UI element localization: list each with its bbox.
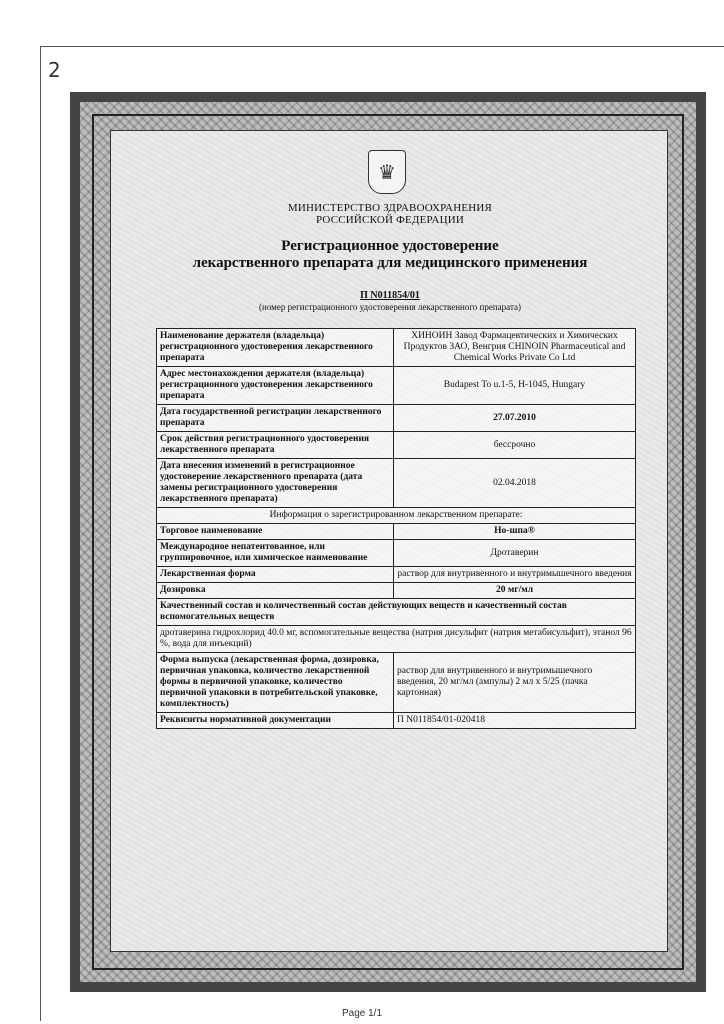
table-row [157, 432, 636, 459]
table-row [157, 524, 636, 540]
document-title [140, 238, 640, 272]
ministry-heading [200, 202, 580, 226]
dosage-form-value: раствор для внутривенного и внутримышечного введения [394, 567, 636, 583]
registration-number-caption: (номер регистрационного удостоверения лекарственного препарата) [259, 302, 521, 312]
page-footer: Page 1/1 [341, 1008, 383, 1019]
table-row [157, 653, 636, 713]
table-row [157, 459, 636, 508]
table-row [157, 583, 636, 599]
state-emblem-icon: ♛ [368, 150, 406, 194]
table-row [157, 599, 636, 626]
inn-label: Международное непатентованное, или группировочное, или химическое наименование [157, 540, 394, 567]
registration-date-value: 27.07.2010 [394, 405, 636, 432]
trade-name-label: Торговое наименование [157, 524, 394, 540]
registration-date-label: Дата государственной регистрации лекарственного препарата [157, 405, 394, 432]
ministry-line-1: МИНИСТЕРСТВО ЗДРАВООХРАНЕНИЯ [287, 202, 493, 214]
registration-number: П N011854/01 [360, 290, 420, 301]
table-row [157, 508, 636, 524]
table-row [157, 405, 636, 432]
holder-address-label: Адрес местонахождения держателя (владельца) регистрационного удостоверения лекарственного препарата [157, 367, 394, 405]
change-date-value: 02.04.2018 [394, 459, 636, 508]
table-row [157, 367, 636, 405]
table-row [157, 567, 636, 583]
dosage-value: 20 мг/мл [394, 583, 636, 599]
table-row [157, 329, 636, 367]
composition-label: Качественный состав и количественный состав действующих веществ и качественный состав вспомогательных веществ [157, 599, 636, 626]
registration-table [156, 328, 636, 729]
table-row [157, 713, 636, 729]
table-row [157, 626, 636, 653]
scan-border-top [40, 46, 724, 47]
scan-border-left [40, 46, 41, 1021]
holder-address-value: Budapest To u.1-5, H-1045, Hungary [394, 367, 636, 405]
validity-label: Срок действия регистрационного удостоверения лекарственного препарата [157, 432, 394, 459]
dosage-form-label: Лекарственная форма [157, 567, 394, 583]
change-date-label: Дата внесения изменений в регистрационное удостоверение лекарственного препарата (дата замены регистрационного удостоверения лекарственного препарата) [157, 459, 394, 508]
title-line-2: лекарственного препарата для медицинского применения [192, 255, 588, 271]
composition-value: дротаверина гидрохлорид 40.0 мг, вспомогательные вещества (натрия дисульфит (натрия метабисульфит), этанол 96 %, вода для инъекций) [157, 626, 636, 653]
title-line-1: Регистрационное удостоверение [281, 238, 499, 254]
dosage-label: Дозировка [157, 583, 394, 599]
trade-name-value: Но-шпа® [394, 524, 636, 540]
holder-name-label: Наименование держателя (владельца) регистрационного удостоверения лекарственного препарата [157, 329, 394, 367]
table-row [157, 540, 636, 567]
release-form-label: Форма выпуска (лекарственная форма, дозировка, первичная упаковка, количество лекарственной формы в первичной упаковке, количество первичной упаковки в потребительской упаковке, комплектность) [157, 653, 394, 713]
handwritten-page-mark: 2 [48, 58, 61, 82]
validity-value: бессрочно [394, 432, 636, 459]
ministry-line-2: РОССИЙСКОЙ ФЕДЕРАЦИИ [315, 214, 465, 226]
drug-info-section-heading: Информация о зарегистрированном лекарственном препарате: [157, 508, 636, 524]
normative-docs-value: П N011854/01-020418 [394, 713, 636, 729]
inn-value: Дротаверин [394, 540, 636, 567]
release-form-value: раствор для внутривенного и внутримышечного введения, 20 мг/мл (ампулы) 2 мл x 5/25 (пачка картонная) [394, 653, 636, 713]
normative-docs-label: Реквизиты нормативной документации [157, 713, 394, 729]
holder-name-value: ХИНОИН Завод Фармацевтических и Химических Продуктов ЗАО, Венгрия CHINOIN Pharmaceutical and Chemical Works Private Co Ltd [394, 329, 636, 367]
